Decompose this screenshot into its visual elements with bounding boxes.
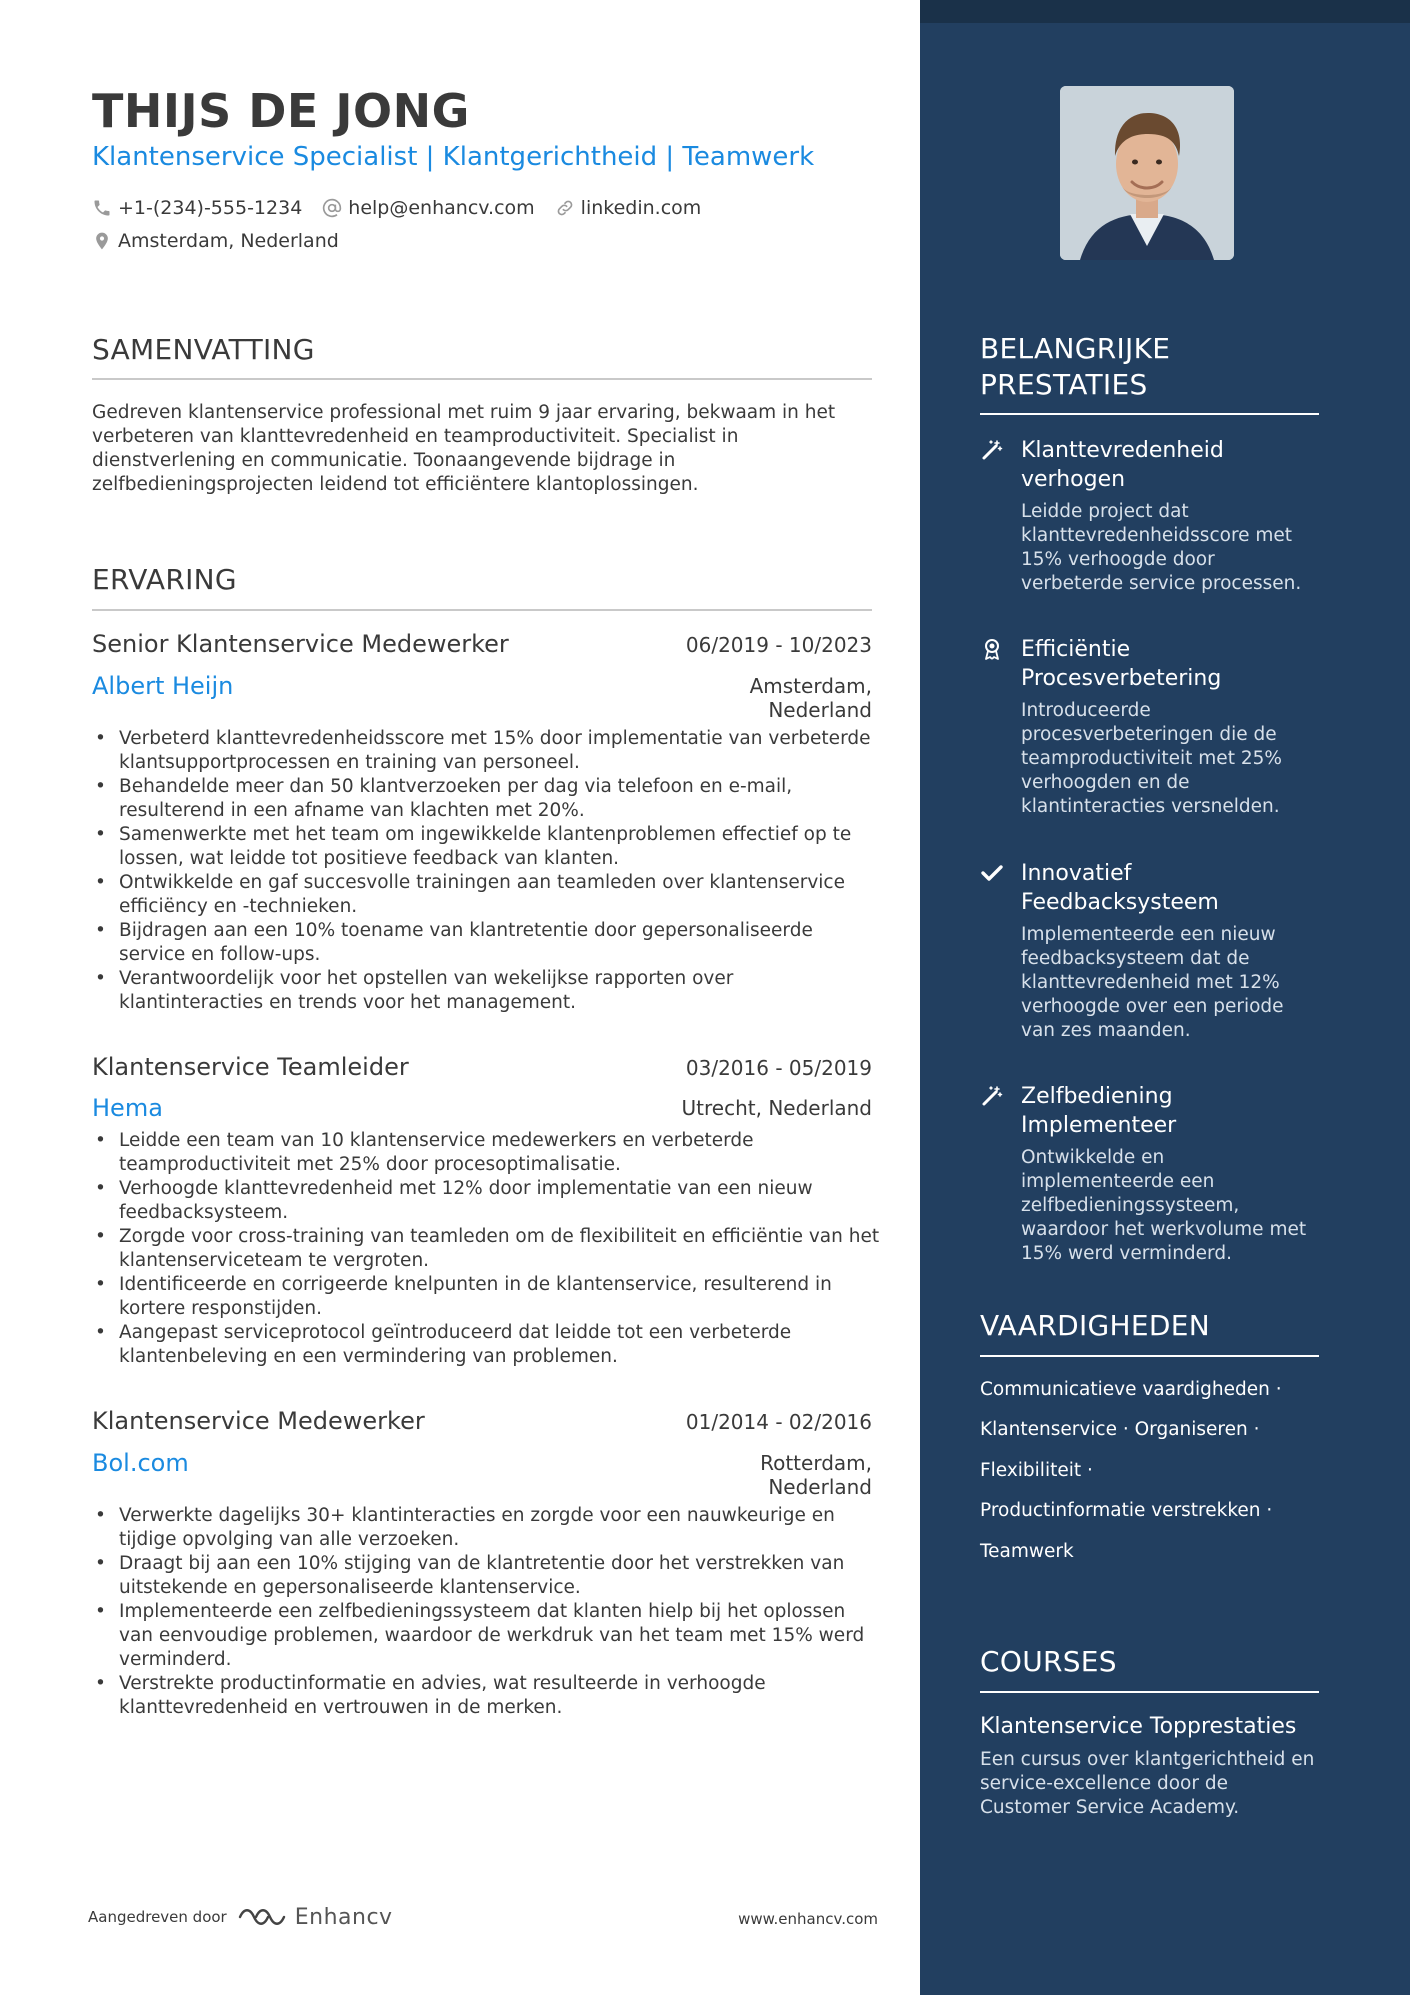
achievement-title: Klanttevredenheid verhogen	[1021, 438, 1224, 492]
section-divider	[980, 1691, 1319, 1693]
bullet-item: • Identificeerde en corrigeerde knelpunten in de klantenservice, resulterend in kortere responstijden.	[92, 1273, 882, 1321]
email-text[interactable]: help@enhancv.com	[348, 197, 535, 219]
profile-photo	[1060, 86, 1234, 260]
course-title: Klantenservice Topprestaties	[980, 1714, 1297, 1739]
location-pin-icon	[92, 231, 112, 251]
company-name[interactable]: Albert Heijn	[92, 672, 234, 700]
bullet-item: • Behandelde meer dan 50 klantverzoeken per dag via telefoon en e-mail, resulterend in een afname van klachten met 20%.	[92, 775, 882, 823]
job-bullets	[92, 1504, 882, 1720]
job-dates: 06/2019 - 10/2023	[685, 633, 872, 657]
sidebar	[920, 0, 1410, 1995]
achievement-title: Innovatief Feedbacksysteem	[1021, 861, 1219, 915]
achievement-desc: Leidde project dat klanttevredenheidsscore met 15% verhoogde door verbeterde service processen.	[1021, 501, 1302, 594]
skill-line: Teamwerk	[980, 1541, 1074, 1562]
experience-heading: ERVARING	[92, 563, 237, 596]
section-divider	[92, 378, 872, 380]
enhancv-logo-icon	[237, 1904, 287, 1930]
footer-website[interactable]: www.enhancv.com	[738, 1910, 878, 1928]
bullet-item: • Verbeterd klanttevredenheidsscore met 15% door implementatie van verbeterde klantsupportprocessen en training van personeel.	[92, 727, 882, 775]
achievement-title: Zelfbediening Implementeer	[1021, 1084, 1177, 1138]
courses-heading: COURSES	[980, 1645, 1117, 1678]
achievement-desc: Implementeerde een nieuw feedbacksysteem dat de klanttevredenheid met 12% verhoogde over een periode van zes maanden.	[1021, 924, 1284, 1041]
skill-line: Productinformatie verstrekken ·	[980, 1500, 1273, 1521]
linkedin-text[interactable]: linkedin.com	[580, 197, 702, 219]
bullet-item: • Bijdragen aan een 10% toename van klantretentie door gepersonaliseerde service en follow-ups.	[92, 919, 882, 967]
job-location: Amsterdam, Nederland	[749, 674, 872, 722]
bullet-item: • Implementeerde een zelfbedieningssysteem dat klanten hielp bij het oplossen van eenvoudige problemen, waardoor de werkdruk van het team met 15% werd verminderd.	[92, 1600, 882, 1672]
contact-row	[92, 197, 721, 219]
bullet-item: • Draagt bij aan een 10% stijging van de klantretentie door het verstrekken van uitstekende en gepersonaliseerde klantenservice.	[92, 1552, 882, 1600]
footer-powered-by	[88, 1904, 393, 1930]
sidebar-top-bar	[920, 0, 1410, 23]
achievement-title: Efficiëntie Procesverbetering	[1021, 637, 1222, 691]
candidate-name: THIJS DE JONG	[92, 84, 470, 138]
section-divider	[92, 609, 872, 611]
job-dates: 01/2014 - 02/2016	[685, 1410, 872, 1434]
bullet-item: • Samenwerkte met het team om ingewikkelde klantenproblemen effectief op te lossen, wat leidde tot positieve feedback van klanten.	[92, 823, 882, 871]
skills-heading: VAARDIGHEDEN	[980, 1309, 1210, 1342]
achievement-desc: Ontwikkelde en implementeerde een zelfbedieningssysteem, waardoor het werkvolume met 15% werd verminderd.	[1021, 1147, 1307, 1264]
job-location: Utrecht, Nederland	[681, 1096, 872, 1120]
achievement-item	[980, 635, 1320, 819]
job-bullets	[92, 1129, 882, 1369]
checkmark-icon	[980, 861, 1004, 885]
bullet-item: • Zorgde voor cross-training van teamleden om de flexibiliteit en efficiëntie van het klantenserviceteam te vergroten.	[92, 1225, 882, 1273]
bullet-item: • Verstrekte productinformatie en advies, wat resulteerde in verhoogde klanttevredenheid en vertrouwen in de merken.	[92, 1672, 882, 1720]
job-title: Klantenservice Teamleider	[92, 1053, 409, 1081]
skill-line: Flexibiliteit ·	[980, 1460, 1093, 1481]
achievement-item	[980, 1082, 1320, 1266]
bullet-item: • Verhoogde klanttevredenheid met 12% door implementatie van een nieuw feedbacksysteem.	[92, 1177, 882, 1225]
contact-linkedin[interactable]	[555, 197, 702, 219]
magic-wand-icon	[980, 438, 1004, 462]
achievement-item	[980, 436, 1320, 596]
achievement-item	[980, 859, 1320, 1043]
job-bullets	[92, 727, 882, 1015]
summary-heading: SAMENVATTING	[92, 333, 315, 366]
job-location: Rotterdam, Nederland	[760, 1451, 872, 1499]
summary-text: Gedreven klantenservice professional met ruim 9 jaar ervaring, bekwaam in het verbeteren van klanttevredenheid en teamproductiviteit. Specialist in dienstverlening en communicatie. Toonaangevende bijdrage in zelfbedieningsprojecten leidend tot efficiëntere klantoplossingen.	[92, 402, 836, 495]
company-name[interactable]: Bol.com	[92, 1449, 189, 1477]
bullet-item: • Ontwikkelde en gaf succesvolle trainingen aan teamleden over klantenservice efficiëncy en -technieken.	[92, 871, 882, 919]
powered-by-text: Aangedreven door	[88, 1908, 227, 1926]
at-sign-icon	[322, 198, 342, 218]
bullet-item: • Verwerkte dagelijks 30+ klantinteracties en zorgde voor een nauwkeurige en tijdige opvolging van alle verzoeken.	[92, 1504, 882, 1552]
job-title: Senior Klantenservice Medewerker	[92, 630, 509, 658]
contact-location	[92, 230, 339, 252]
section-divider	[980, 1355, 1319, 1357]
bullet-item: • Aangepast serviceprotocol geïntroduceerd dat leidde tot een verbeterde klantenbeleving en een vermindering van problemen.	[92, 1321, 882, 1369]
link-icon	[555, 198, 575, 218]
phone-text: +1-(234)-555-1234	[118, 197, 303, 219]
enhancv-brand[interactable]: Enhancv	[294, 1904, 393, 1930]
company-name[interactable]: Hema	[92, 1094, 163, 1122]
avatar-illustration	[1060, 86, 1234, 260]
location-text: Amsterdam, Nederland	[118, 230, 339, 252]
contact-email[interactable]	[322, 197, 534, 219]
tagline: Klantenservice Specialist | Klantgerichtheid | Teamwerk	[92, 142, 815, 172]
bullet-item: • Leidde een team van 10 klantenservice medewerkers en verbeterde teamproductiviteit met 25% door procesoptimalisatie.	[92, 1129, 882, 1177]
achievement-desc: Introduceerde procesverbeteringen die de teamproductiviteit met 25% verhoogden en de klantinteracties versnelden.	[1021, 700, 1282, 817]
achievements-heading: BELANGRIJKE PRESTATIES	[980, 332, 1171, 401]
skill-line: Klantenservice · Organiseren ·	[980, 1419, 1260, 1440]
contact-phone	[92, 197, 302, 219]
phone-icon	[92, 198, 112, 218]
job-title: Klantenservice Medewerker	[92, 1407, 425, 1435]
bullet-item: • Verantwoordelijk voor het opstellen van wekelijkse rapporten over klantinteracties en trends voor het management.	[92, 967, 882, 1015]
magic-wand-icon	[980, 1084, 1004, 1108]
course-desc: Een cursus over klantgerichtheid en service-excellence door de Customer Service Academy.	[980, 1749, 1315, 1818]
award-ribbon-icon	[980, 637, 1004, 661]
job-dates: 03/2016 - 05/2019	[685, 1056, 872, 1080]
section-divider	[980, 413, 1319, 415]
skill-line: Communicatieve vaardigheden ·	[980, 1379, 1282, 1400]
contact-row-location	[92, 230, 359, 252]
